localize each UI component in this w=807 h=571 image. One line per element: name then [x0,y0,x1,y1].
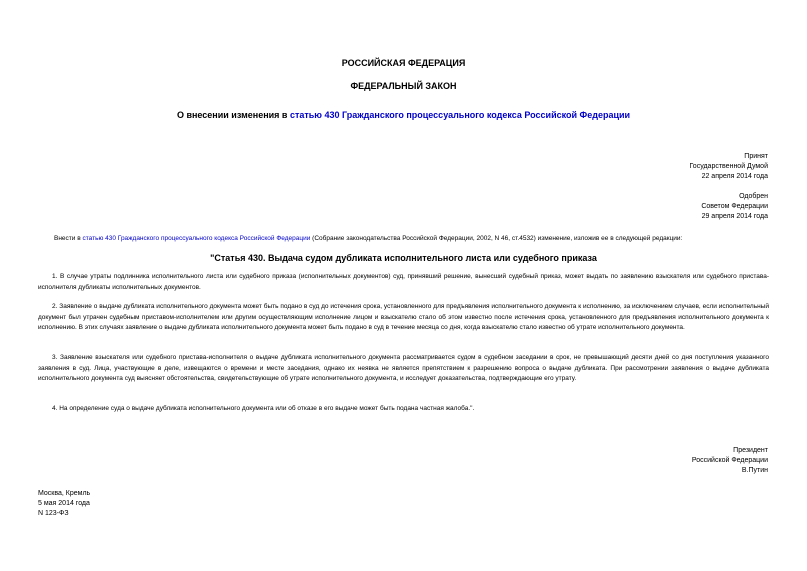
adopted-block [689,152,768,182]
law-title-article-link[interactable]: статью 430 Гражданского процессуального кодекса Российской Федерации [289,110,631,120]
article-paragraph-4: 4. На определение суда о выдаче дубликата исполнительного документа или об отказе в его выдаче может быть подана частная жалоба.". [52,405,475,412]
article-paragraph-1: 1. В случае утраты подлинника исполнительного листа или судебного приказа (исполнительных документов) суд, принявший решение, вынесший судебный приказ, может выдать по заявлению взыскателя или судебного пристава-исполнителя дубликаты исполнительных документов. [38,273,769,291]
intro-article-link[interactable]: статью 430 Гражданского процессуального кодекса Российской Федерации [82,235,311,242]
signature-block [692,446,768,476]
law-title-prefix: О внесении изменения в [176,110,290,120]
approved-date: 29 апреля 2014 года [701,213,768,220]
intro-paragraph [54,234,774,243]
signature-title: Президент [733,447,768,454]
place-location: Москва, Кремль [38,490,91,497]
approved-body: Советом Федерации [701,203,768,210]
intro-prefix: Внести в [54,235,83,242]
article-paragraph-2: 2. Заявление о выдаче дубликата исполнительного документа может быть подано в суд до истечения срока, установленного для предъявления исполнительного документа к исполнению, за исключением случаев, если исполнительный документ был утрачен судебным приставом-исполнителем или другим осуществляющим исполнение лицом и взыскателю стало об этом известно после истечения срока, установленного для предъявления исполнительного документа к исполнению. В этих случаях заявление о выдаче дубликата исполнительного документа может быть подано в суд в течение месяца со дня, когда взыскателю стало известно об утрате исполнительного документа. [38,303,769,331]
place-date: 5 мая 2014 года [38,500,90,507]
place-date-block [38,489,90,519]
signature-name: В.Путин [741,467,768,474]
approved-label: Одобрен [739,193,768,200]
signature-country: Российской Федерации [691,457,768,464]
adopted-body: Государственной Думой [689,163,768,170]
article-title: "Статья 430. Выдача судом дубликата исполнительного листа или судебного приказа [210,253,597,263]
country-heading: РОССИЙСКАЯ ФЕДЕРАЦИЯ [341,58,466,68]
article-paragraph-3: 3. Заявление взыскателя или судебного пристава-исполнителя о выдаче дубликата исполнительного документа рассматривается судом в судебном заседании в срок, не превышающий десяти дней со дня поступления указанного заявления в суд. Лица, участвующие в деле, извещаются о времени и месте заседания, однако их неявка не является препятствием к разрешению вопроса о выдаче дубликата. При рассмотрении заявления о выдаче дубликата исполнительного документа суд выясняет обстоятельства, свидетельствующие об утрате исполнительного документа, и исследует доказательства, подтверждающие его утрату. [38,354,769,382]
doc-type-heading: ФЕДЕРАЛЬНЫЙ ЗАКОН [350,81,457,91]
intro-suffix: (Собрание законодательства Российской Федерации, 2002, N 46, ст.4532) изменение, изложив ее в следующей редакции: [310,235,683,242]
approved-block [701,192,768,222]
law-title [0,110,807,121]
adopted-label: Принят [744,153,768,160]
adopted-date: 22 апреля 2014 года [701,173,768,180]
law-number: N 123-ФЗ [38,510,69,517]
